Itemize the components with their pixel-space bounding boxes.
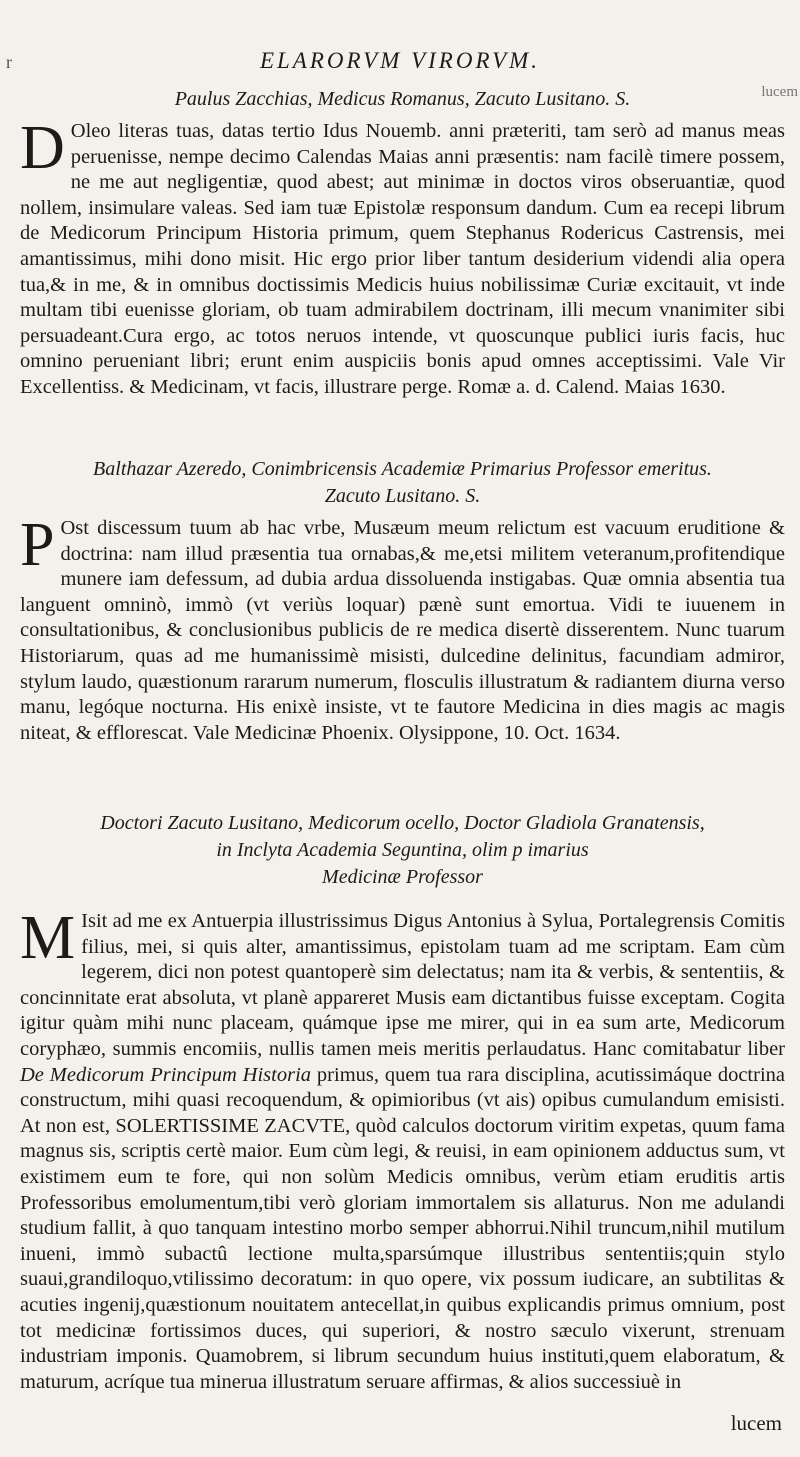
salutation-line: Paulus Zacchias, Medicus Romanus, Zacuto Lusitano. S. — [174, 88, 631, 110]
letter-1-text: Oleo literas tuas, datas tertio Idus Nouemb. anni præteriti, tam serò ad manus meas peruenisse, nempe decimo Calendas Maias anni præsentis: nam facilè timere possem, ne me aut negligentiæ, quod abest; aut minimæ in doctos viros obseruantiæ, quod nollem, insimulare valeas. Sed iam tuæ Epistolæ responsum dandum. Cum ea recepi librum de Medicorum Principum Historia primum, quem Stephanus Rodericus Castrensis, mei amantissimus, mihi dono misit. Hic ergo prior liber tantum desiderium videndi alia opera tua,& in me, & in omnibus doctissimis Medicis huius nobilissimæ Curiæ excitauit, vt inde multam tibi euenisse gloriam, ob tuam admirabilem doctrinam, illi mecum vnanimiter sibi persuadeant.Cura ergo, ac totos neruos intende, vt quoscunque publici iuris facis, huc omnino perueniant libri; erunt enim auspiciis bonis apud omnes acceptissimi. Vale Vir Excellentiss. & Medicinam, vt facis, illustrare perge. Romæ a. d. Calend. Maias 1630. — [20, 120, 785, 398]
letter-1-salutation — [20, 86, 785, 113]
salutation-line: Zacuto Lusitano. S. — [324, 485, 481, 507]
drop-initial: M — [20, 904, 76, 972]
running-head: ELARORVM VIRORVM. — [259, 48, 541, 73]
corner-mark: r — [6, 52, 12, 72]
facing-page-edge-word: lucem — [761, 84, 798, 100]
salutation-line: in Inclyta Academia Seguntina, olim p imarius — [216, 839, 589, 861]
letter-2-body — [20, 511, 785, 746]
catchword: lucem — [730, 1411, 782, 1435]
drop-initial: P — [20, 511, 55, 579]
salutation-line: Doctori Zacuto Lusitano, Medicorum ocello, Doctor Gladiola Granatensis, — [100, 812, 705, 834]
letter-3 — [20, 810, 785, 1395]
salutation-line: Medicinæ Professor — [322, 866, 483, 888]
letter-3-text-a: Isit ad me ex Antuerpia illustrissimus Digus Antonius à Sylua, Portalegrensis Comitis filius, mei, si quis alter, amantissimus, epistolam tuam ad me scriptam. Eam cùm legerem, dici non potest quantoperè sim delectatus; nam ita & verbis, & sententiis, & concinnitate erat absoluta, vt planè appareret Musis eam dictantibus fuisse exceptam. Cogita igitur quàm mihi nunc placeam, quámque ipse me mirer, qui in ea sum arte, Medicorum coryphæo, summis encomiis, nullis tamen meis meritis perlaudatus. Hanc comitabatur liber — [20, 910, 785, 1060]
letter-3-text-b: primus, quem tua rara disciplina, acutissimáque doctrina constructum, mihi quasi recoquendum, & opimioribus (vt ais) opibus cumulandum emisisti. At non est, SOLERTISSIME ZACVTE, quòd calculos doctorum viritim expetas, quum fama magnus sis, scriptis certè maior. Eum cùm legi, & reuisi, in eam opinionem adductus sum, vt existimem eum te fore, qui non solùm Medicis omnibus, verùm etiam eruditis artis Professoribus emolumentum,tibi verò gloriam immortalem sis allaturus. Non me adulandi studium fallit, à quo tanquam intestino morbo semper abhorrui.Nihil truncum,nihil mutilum inueni, immò subactû lectione multa,sparsúmque illustribus sententiis;quin stylo suaui,grandiloquo,vtilissimo decoratum: in quo opere, vix possum iudicare, an subtilitas & acuties ingenij,quæstionum nouitatem antecellat,in quibus explicandis primus omnium, post tot medicinæ fortissimos duces, qui superiori, & nostro sæculo vixerunt, strenuam industriam imponis. Quamobrem, si librum secundum huius instituti,quem elaboratum, & maturum, acríque tua minerua illustratum seruare affirmas, & alios successiuè in — [20, 1063, 785, 1393]
letter-2-salutation — [20, 456, 785, 510]
letter-3-body — [20, 904, 785, 1395]
letter-1-body — [20, 114, 785, 401]
letter-3-salutation — [20, 810, 785, 891]
letter-1 — [20, 86, 785, 401]
salutation-line: Balthazar Azeredo, Conimbricensis Academiæ Primarius Professor emeritus. — [93, 458, 712, 480]
drop-initial: D — [20, 114, 65, 182]
letter-2-text: Ost discessum tuum ab hac vrbe, Musæum meum relictum est vacuum eruditione & doctrina: nam illud præsentia tua ornabas,& me,etsi militem veteranum,profitendique munere iam defessum, ad dubia ardua dissoluenda instigabas. Quæ omnia absentia tua languent omninò, immò (vt veriùs loquar) pænè sunt emortua. Vidi te iuuenem in consultationibus, & conclusionibus publicis de re medica disertè disserentem. Nunc tuarum Historiarum, quas ad me humanissimè misisti, dulcedine delinitus, facundiam admiror, stylum laudo, quæstionum rararum numerum, flosculis illustratum & radiantem diurna verso manu, legóque nocturna. His enixè insiste, vt te fautore Medicina in dies magis ac magis niteat, & efflorescat. Vale Medicinæ Phoenix. Olysippone, 10. Oct. 1634. — [20, 517, 785, 744]
letter-2 — [20, 456, 785, 746]
book-title: De Medicorum Principum Historia — [20, 1063, 312, 1086]
